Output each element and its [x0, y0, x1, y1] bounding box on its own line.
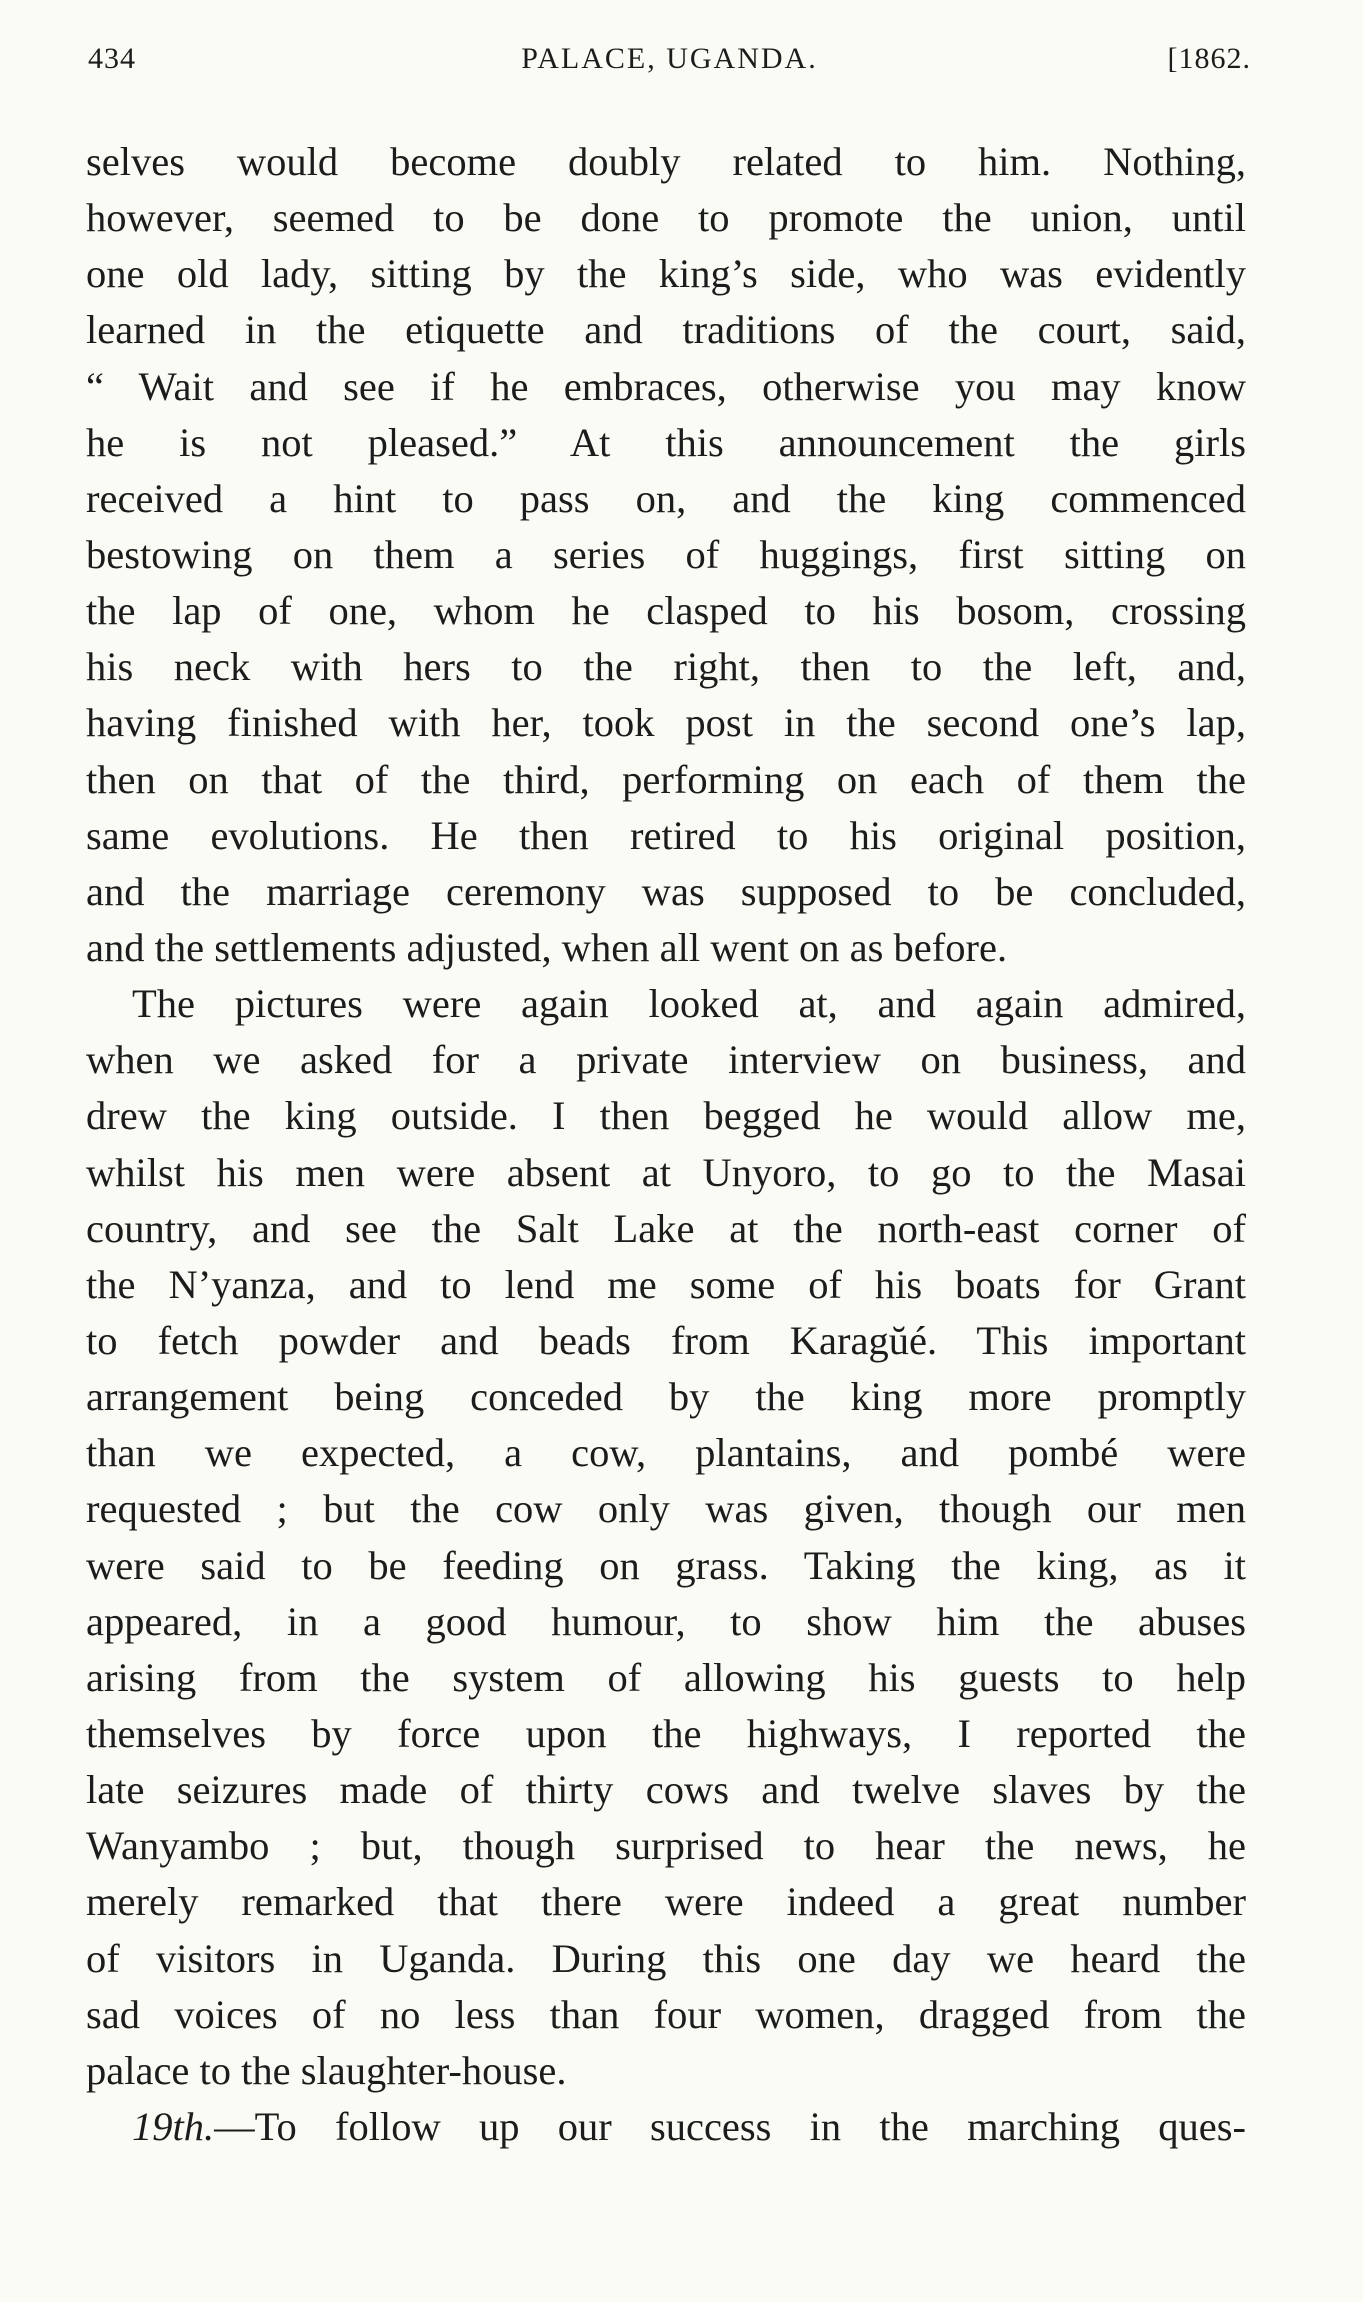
text-line: when we asked for a private interview on business, and [86, 1037, 1246, 1083]
text-line: bestowing on them a series of huggings, first sitting on [86, 531, 1246, 577]
body-text [86, 134, 1246, 2155]
text-line: country, and see the Salt Lake at the north-east corner of [86, 1205, 1246, 1251]
text-line: “ Wait and see if he embraces, otherwise you may know [86, 363, 1246, 409]
text-line: whilst his men were absent at Unyoro, to go to the Masai [86, 1149, 1246, 1195]
running-title: PALACE, UGANDA. [521, 42, 818, 75]
text-line: sad voices of no less than four women, dragged from the [86, 1991, 1246, 2037]
text-line: the lap of one, whom he clasped to his bosom, crossing [86, 588, 1246, 634]
text-line: requested ; but the cow only was given, though our men [86, 1486, 1246, 1532]
text-line: arrangement being conceded by the king more promptly [86, 1374, 1246, 1420]
text-line: drew the king outside. I then begged he would allow me, [86, 1093, 1246, 1139]
text-line: having finished with her, took post in the second one’s lap, [86, 700, 1246, 746]
page-header [88, 42, 1251, 102]
header-year: [1862. [1167, 42, 1251, 75]
text-line: Wanyambo ; but, though surprised to hear the news, he [86, 1823, 1246, 1869]
text-line: and the settlements adjusted, when all went on as before. [86, 924, 1008, 970]
text-line: learned in the etiquette and traditions of the court, said, [86, 307, 1246, 353]
dated-entry-line [86, 2099, 1246, 2155]
text-line: he is not pleased.” At this announcement the girls [86, 419, 1246, 465]
text-line: the N’yanza, and to lend me some of his boats for Grant [86, 1261, 1246, 1307]
text-line: themselves by force upon the highways, I reported the [86, 1710, 1246, 1756]
page-number: 434 [88, 42, 136, 75]
entry-date: 19th. [132, 2103, 215, 2149]
text-line: late seizures made of thirty cows and twelve slaves by the [86, 1767, 1246, 1813]
text-line: his neck with hers to the right, then to the left, and, [86, 644, 1246, 690]
text-line: were said to be feeding on grass. Taking the king, as it [86, 1542, 1246, 1588]
text-line: same evolutions. He then retired to his original position, [86, 812, 1246, 858]
entry-text: —To follow up our success in the marching ques- [214, 2103, 1246, 2149]
text-line: arising from the system of allowing his guests to help [86, 1654, 1246, 1700]
text-line: one old lady, sitting by the king’s side, who was evidently [86, 251, 1246, 297]
text-line: merely remarked that there were indeed a great number [86, 1879, 1246, 1925]
text-line: of visitors in Uganda. During this one day we heard the [86, 1935, 1246, 1981]
text-line: and the marriage ceremony was supposed to be concluded, [86, 868, 1246, 914]
text-line: received a hint to pass on, and the king commenced [86, 475, 1246, 521]
text-line: then on that of the third, performing on each of them the [86, 756, 1246, 802]
text-line: palace to the slaughter-house. [86, 2047, 567, 2093]
text-line: however, seemed to be done to promote the union, until [86, 195, 1246, 241]
text-line: appeared, in a good humour, to show him the abuses [86, 1598, 1246, 1644]
text-line: than we expected, a cow, plantains, and pombé were [86, 1430, 1246, 1476]
text-line: to fetch powder and beads from Karagŭé. This important [86, 1317, 1246, 1363]
text-line: selves would become doubly related to him. Nothing, [86, 139, 1246, 184]
text-line: The pictures were again looked at, and again admired, [132, 981, 1246, 1027]
